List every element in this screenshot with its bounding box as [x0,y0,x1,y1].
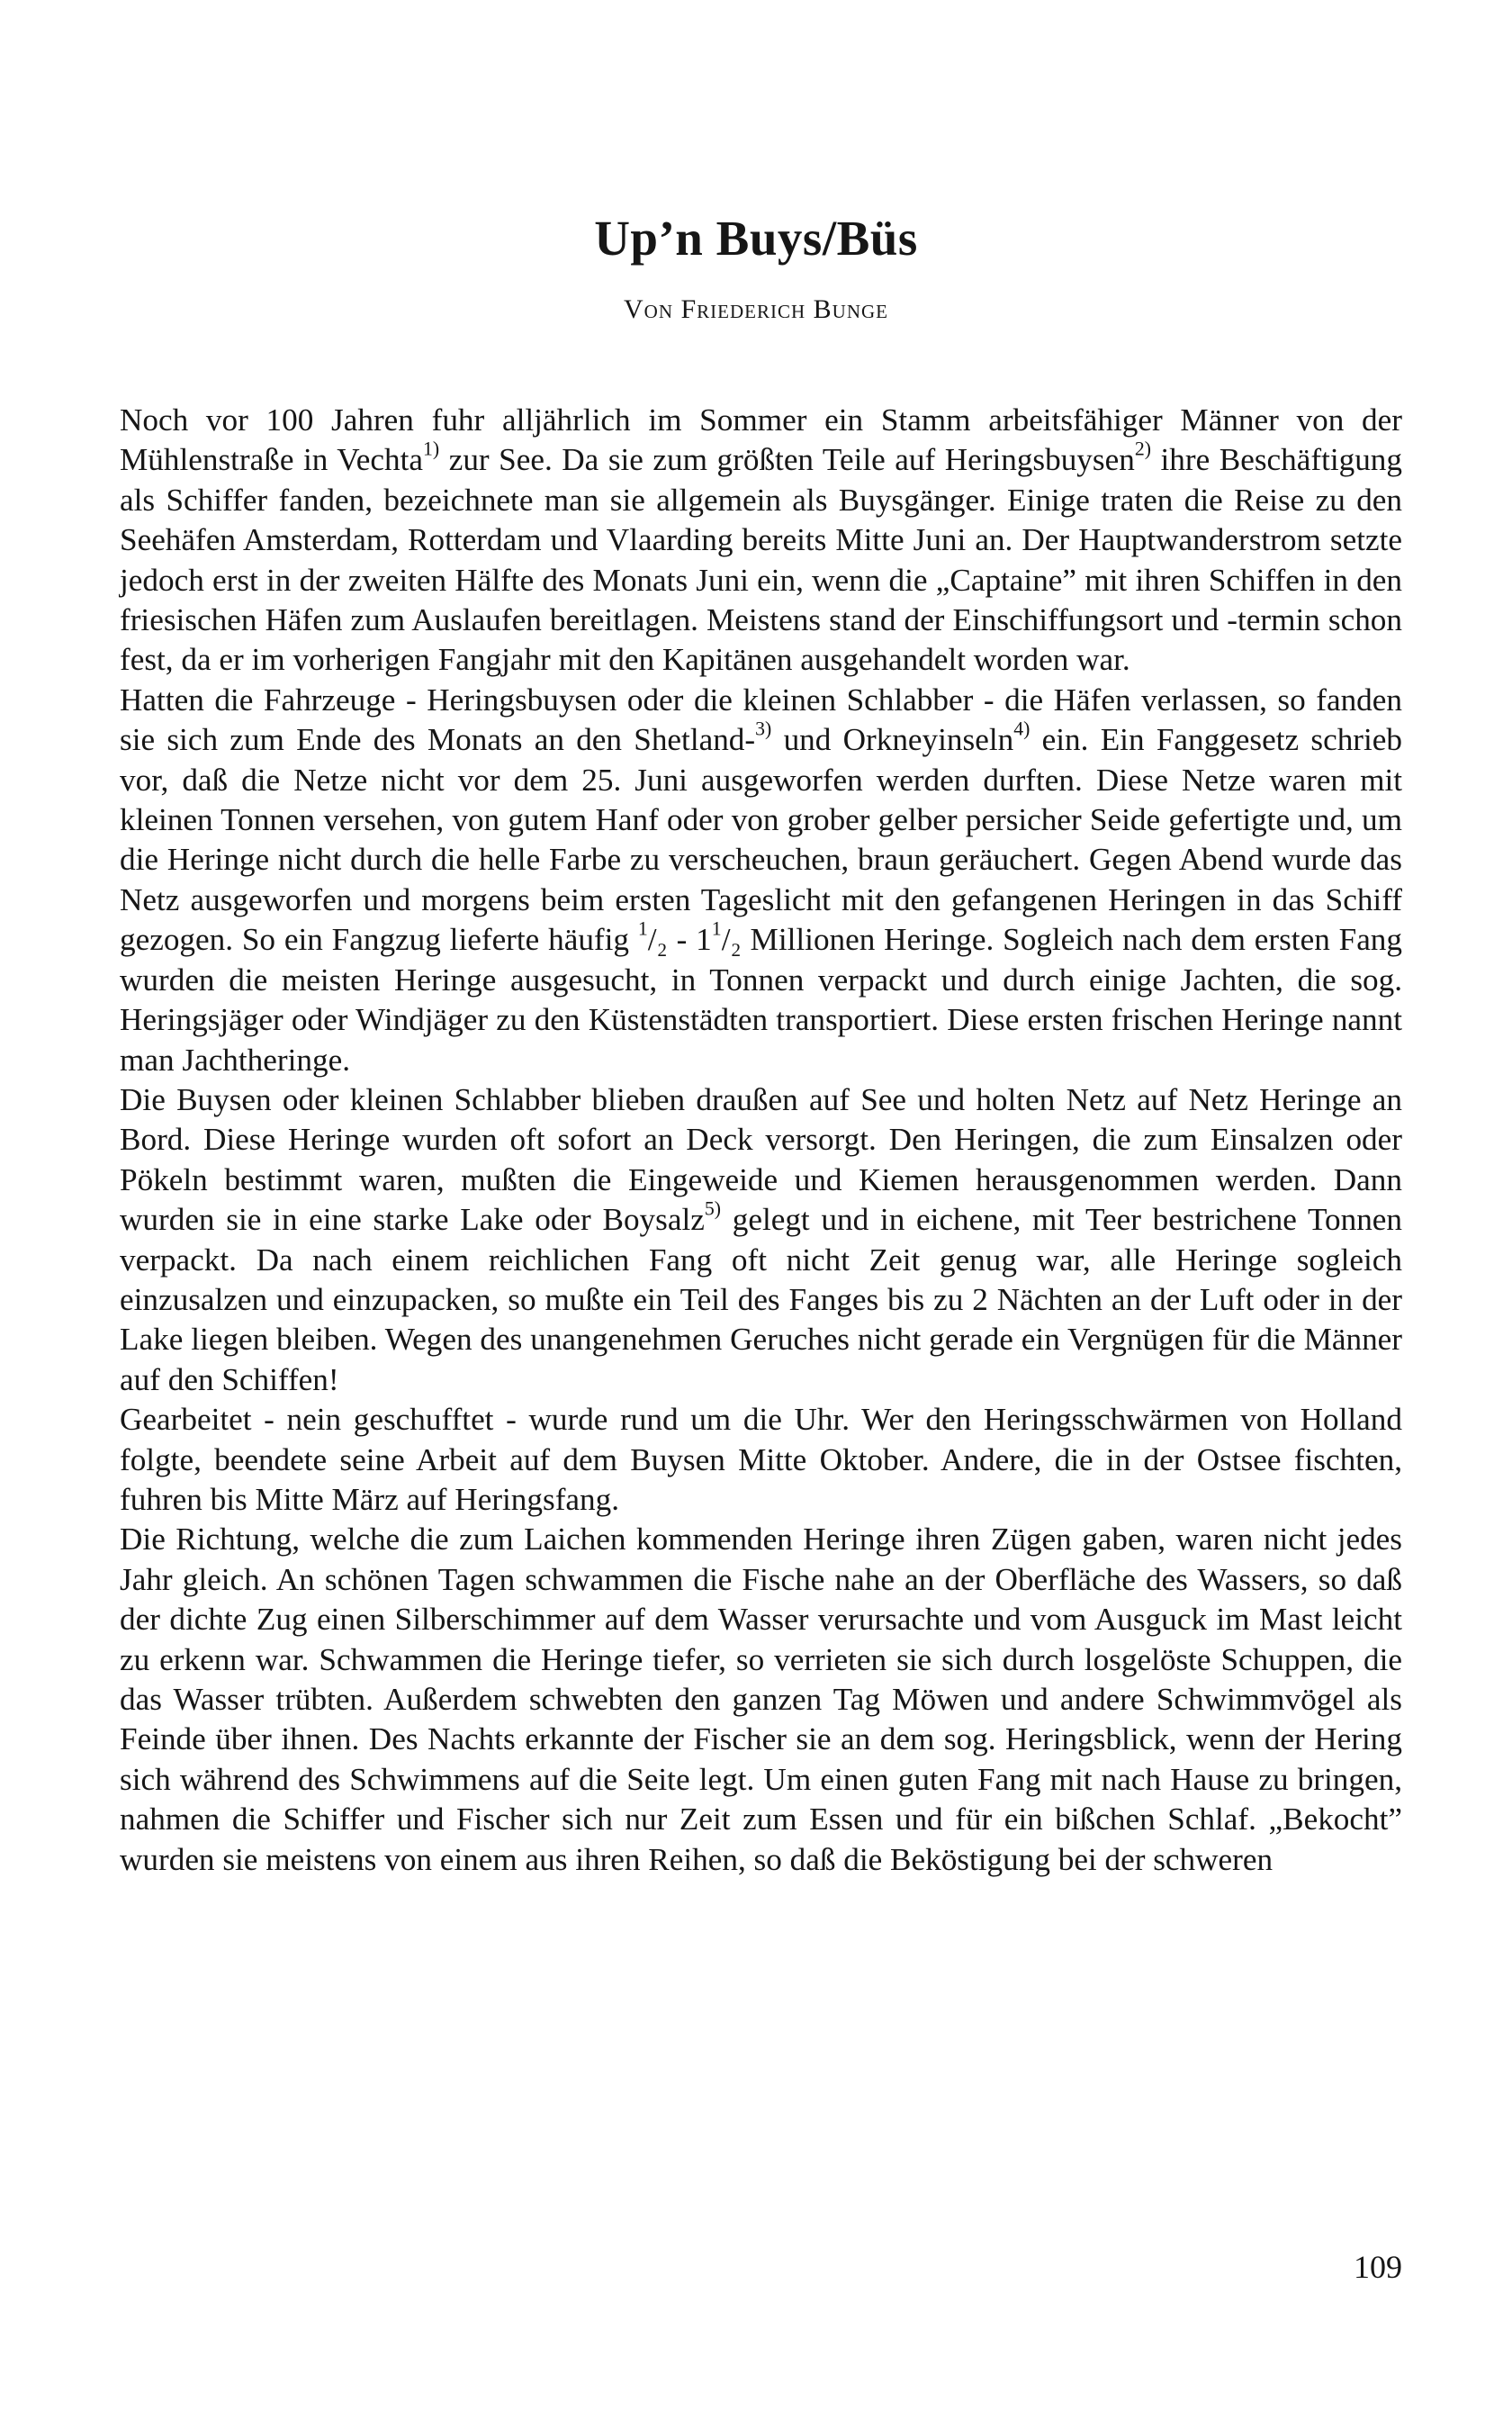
text-run: Die Buysen oder kleinen Schlabber blieben draußen auf See und holten Netz auf Netz Heringe an Bord. Diese Heringe wurden oft sofort an Deck versorgt. Den Heringen, die zum Einsalzen oder Pökeln bestimmt waren, mußten die Eingeweide und Kiemen herausgenommen werden. Dann wurden sie in eine starke Lake oder Boysalz [120,1081,1402,1238]
footnote-marker: 1 [637,917,648,940]
article-title: Up’n Buys/Büs [594,211,918,266]
page-number: 109 [1354,2249,1402,2285]
footnote-marker: 5) [704,1197,722,1220]
text-run: gelegt und in eichene, mit Teer bestrichene Tonnen verpackt. Da nach einem reichlichen Fang oft nicht Zeit genug war, alle Heringe sogleich einzusalzen und einzupacken, so mußte ein Teil des Fanges bis zu 2 Nächten an der Luft oder in der Lake liegen bleiben. Wegen des unangenehmen Geruches nicht gerade ein Vergnügen für die Männer auf den Schiffen! [120,1202,1402,1397]
footnote-marker: 4) [1013,718,1030,740]
footnote-marker: 1 [711,917,722,940]
text-run: /₂ Millionen Heringe. Sogleich nach dem ersten Fang wurden die meisten Heringe ausgesucht, in Tonnen verpackt und durch einige Jachten, die sog. Heringsjäger oder Windjäger zu den Küstenstädten transportiert. Diese ersten frischen Heringe nannt man Jachtheringe. [120,922,1402,1078]
body-paragraph [120,401,1402,681]
article-body [120,401,1402,1880]
text-run: Hatten die Fahrzeuge - Heringsbuysen oder die kleinen Schlabber - die Häfen verlassen, so fanden sie sich zum Ende des Monats an den Shetland- [120,682,1402,758]
text-run: ihre Beschäftigung als Schiffer fanden, bezeichnete man sie allgemein als Buysgänger. Einige traten die Reise zu den Seehäfen Amsterdam, Rotterdam und Vlaarding bereits Mitte Juni an. Der Hauptwanderstrom setzte jedoch erst in der zweiten Hälfte des Monats Juni ein, wenn die „Captaine” mit ihren Schiffen in den friesischen Häfen zum Auslaufen bereitlagen. Meistens stand der Einschiffungsort und -termin schon fest, da er im vorherigen Fangjahr mit den Kapitänen ausgehandelt worden war. [120,442,1402,678]
text-run: ein. Ein Fanggesetz schrieb vor, daß die Netze nicht vor dem 25. Juni ausgeworfen werden durften. Diese Netze waren mit kleinen Tonnen versehen, von gutem Hanf oder von grober gelber persicher Seide gefertigte und, um die Heringe nicht durch die helle Farbe zu verscheuchen, braun geräuchert. Gegen Abend wurde das Netz ausgeworfen und morgens beim ersten Tageslicht mit den gefangenen Heringen in das Schiff gezogen. So ein Fangzug lieferte häufig [120,722,1402,958]
text-run: Noch vor 100 Jahren fuhr alljährlich im Sommer ein Stamm arbeitsfähiger Männer von der Mühlenstraße in Vechta [120,402,1402,478]
footnote-marker: 3) [755,718,772,740]
text-run: und Orkneyinseln [771,722,1014,758]
body-paragraph [120,681,1402,1080]
text-run: /₂ - 1 [647,922,712,958]
body-paragraph [120,1400,1402,1520]
body-paragraph [120,1080,1402,1400]
article-author: Von Friederich Bunge [623,294,888,324]
text-run: zur See. Da sie zum größten Teile auf Heringsbuysen [439,442,1135,478]
body-paragraph [120,1520,1402,1880]
footnote-marker: 2) [1134,438,1151,461]
text-run: Gearbeitet - nein geschufftet - wurde rund um die Uhr. Wer den Heringsschwärmen von Holland folgte, beendete seine Arbeit auf dem Buysen Mitte Oktober. Andere, die in der Ostsee fischten, fuhren bis Mitte März auf Heringsfang. [120,1402,1402,1517]
text-run: Die Richtung, welche die zum Laichen kommenden Heringe ihren Zügen gaben, waren nicht jedes Jahr gleich. An schönen Tagen schwammen die Fische nahe an der Oberfläche des Wassers, so daß der dichte Zug einen Silberschimmer auf dem Wasser verursachte und vom Ausguck im Mast leicht zu erkenn war. Schwammen die Heringe tiefer, so verrieten sie sich durch losgelöste Schuppen, die das Wasser trübten. Außerdem schwebten den ganzen Tag Möwen und andere Schwimmvögel als Feinde über ihnen. Des Nachts erkannte der Fischer sie an dem sog. Heringsblick, wenn der Hering sich während des Schwimmens auf die Seite legt. Um einen guten Fang mit nach Hause zu bringen, nahmen die Schiffer und Fischer sich nur Zeit zum Essen und für ein bißchen Schlaf. „Bekocht” wurden sie meistens von einem aus ihren Reihen, so daß die Beköstigung bei der schweren [120,1522,1402,1877]
footnote-marker: 1) [423,438,440,461]
